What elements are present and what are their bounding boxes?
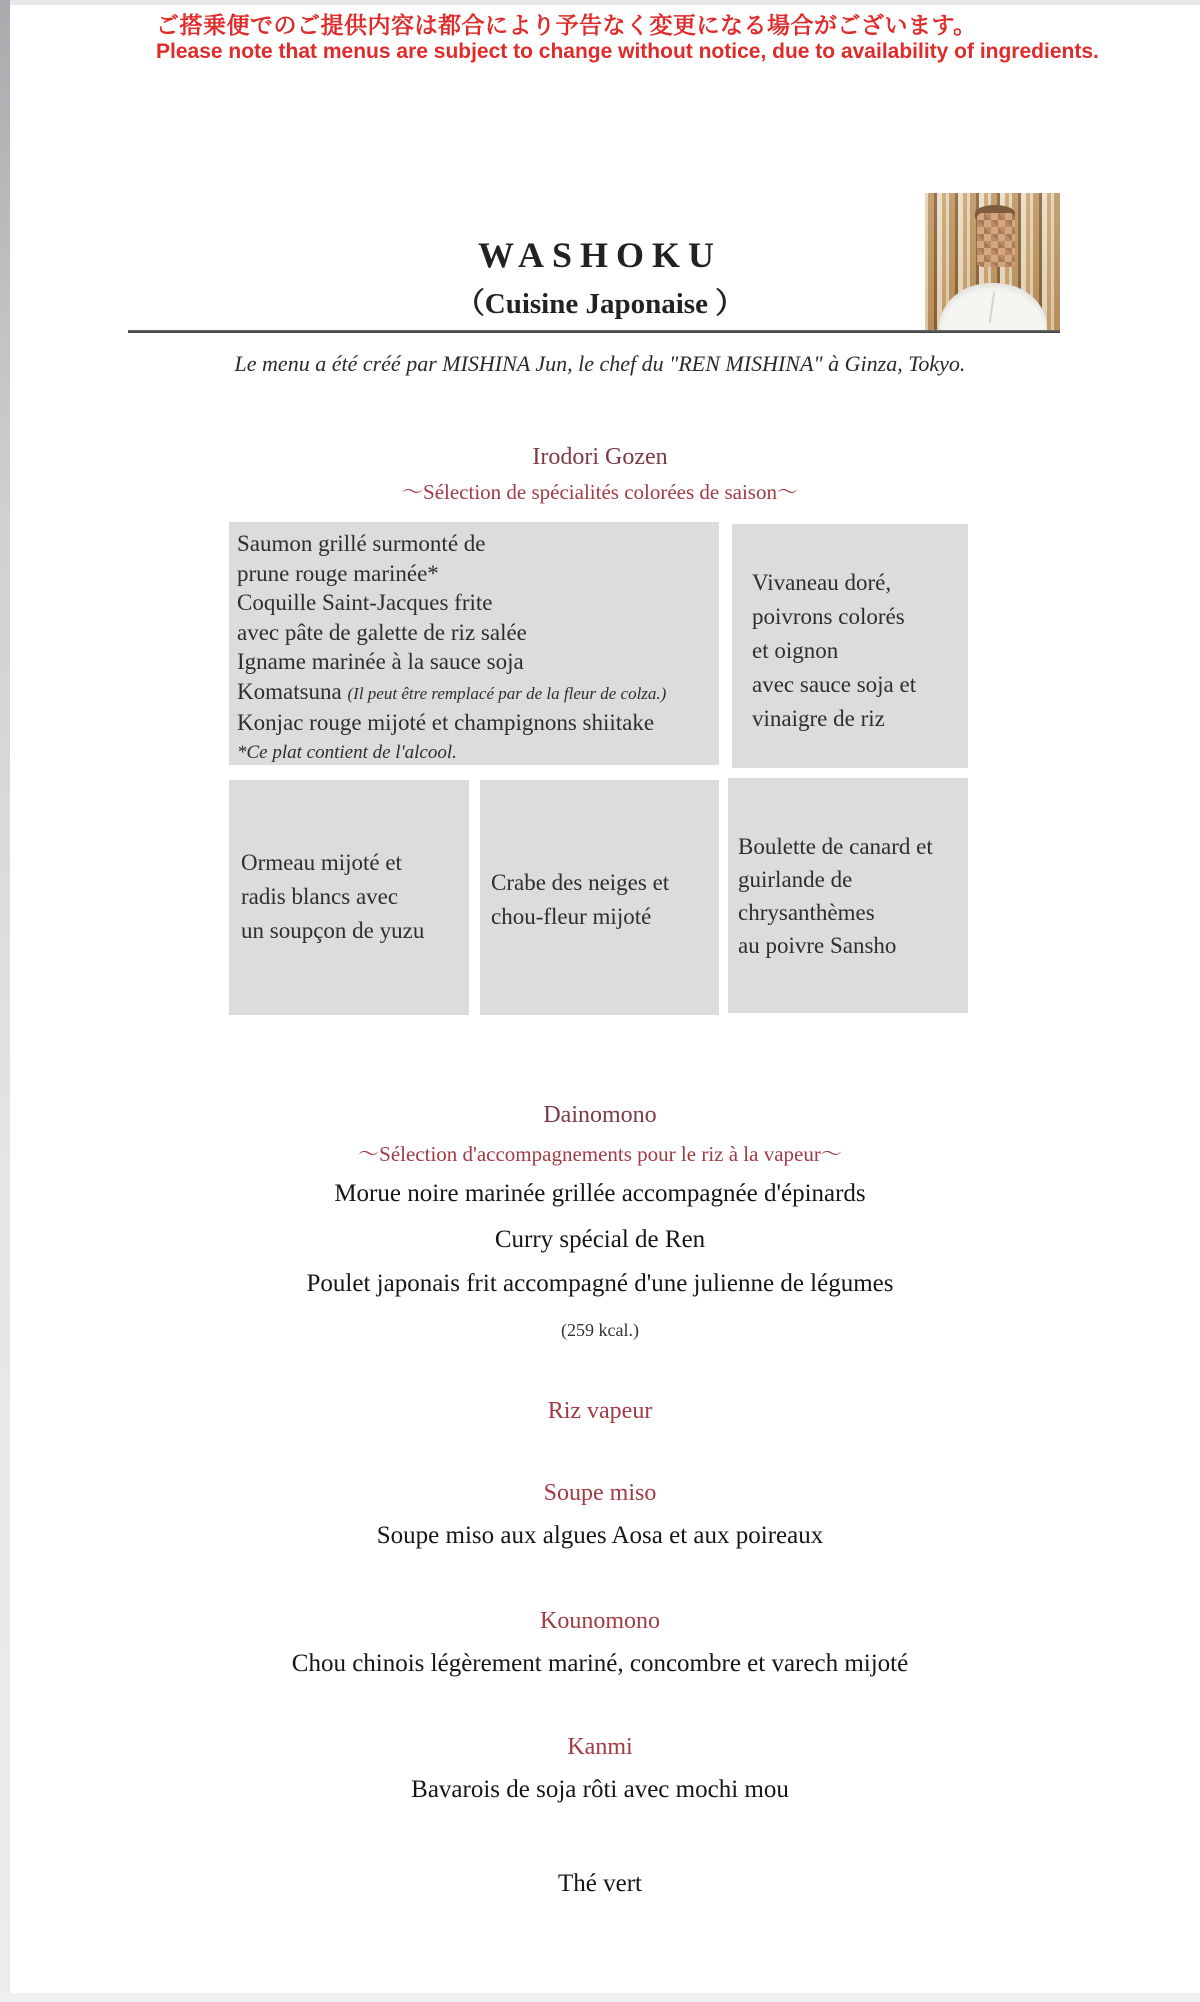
dish-line: Boulette de canard et [738, 834, 933, 859]
dish-line: Konjac rouge mijoté et champignons shiitake [237, 710, 655, 735]
dish-box-ormeau [229, 780, 469, 1015]
chef-photo [925, 193, 1060, 331]
section-title-kanmi: Kanmi [567, 1734, 633, 1760]
dish-line: avec sauce soja et [752, 672, 917, 697]
menu-title: WASHOKU [477, 235, 723, 275]
change-notice-japanese: ご搭乗便でのご提供内容は都合により予告なく変更になる場合がございます。 [156, 12, 977, 38]
dish-line: chou-fleur mijoté [491, 904, 652, 929]
dish-line: au poivre Sansho [738, 933, 897, 958]
menu-subtitle: （Cuisine Japonaise ） [455, 288, 745, 320]
dish-line: chrysanthèmes [738, 900, 875, 925]
section-title-dainomono: Dainomono [543, 1102, 657, 1128]
header-divider [128, 330, 1060, 333]
dish-line-komatsuna [237, 677, 719, 709]
chef-credit-line: Le menu a été créé par MISHINA Jun, le chef du "REN MISHINA" à Ginza, Tokyo. [234, 351, 966, 376]
section-subtitle-dainomono: 〜Sélection d'accompagnements pour le riz à la vapeur〜 [358, 1142, 842, 1166]
section-subtitle-irodori-gozen: 〜Sélection de spécialités colorées de saison〜 [402, 480, 798, 504]
section-title-irodori-gozen: Irodori Gozen [532, 444, 668, 470]
kounomono-item: Chou chinois légèrement mariné, concombre et varech mijoté [291, 1650, 909, 1677]
calorie-note: (259 kcal.) [561, 1320, 639, 1340]
kanmi-item: Bavarois de soja rôti avec mochi mou [411, 1776, 789, 1803]
dish-line: Vivaneau doré, [752, 570, 892, 595]
viewer-bottom-edge [0, 1993, 1200, 2002]
dish-line: et oignon [752, 638, 839, 663]
soupe-miso-item: Soupe miso aux algues Aosa et aux poireaux [376, 1522, 824, 1549]
komatsuna-label: Komatsuna [237, 678, 342, 704]
dish-line: Saumon grillé surmonté de [237, 531, 486, 556]
change-notice-english: Please note that menus are subject to change without notice, due to availability of ingredients. [156, 40, 1099, 63]
dish-line: guirlande de [738, 867, 853, 892]
alcohol-footnote: *Ce plat contient de l'alcool. [237, 741, 457, 763]
dish-line: Crabe des neiges et [491, 870, 670, 895]
section-title-kounomono: Kounomono [540, 1608, 660, 1634]
dish-box-saumon [229, 522, 719, 765]
dish-line: un soupçon de yuzu [241, 918, 425, 943]
dish-line: poivrons colorés [752, 604, 905, 629]
dish-line: Igname marinée à la sauce soja [237, 649, 524, 674]
dish-line: avec pâte de galette de riz salée [237, 619, 527, 645]
komatsuna-substitution-note: (Il peut être remplacé par de la fleur de colza.) [347, 683, 667, 703]
dainomono-item-poulet: Poulet japonais frit accompagné d'une julienne de légumes [306, 1270, 894, 1297]
section-title-soupe-miso: Soupe miso [543, 1480, 657, 1506]
dish-line: prune rouge marinée* [237, 560, 439, 586]
chef-face-pixelated [977, 213, 1015, 267]
dish-box-crabe [480, 780, 719, 1015]
dish-box-vivaneau [732, 524, 968, 768]
dish-box-boulette [728, 778, 968, 1013]
change-notice [156, 12, 1099, 65]
dainomono-item-morue: Morue noire marinée grillée accompagnée d'épinards [334, 1180, 866, 1207]
dish-line: vinaigre de riz [752, 706, 885, 731]
green-tea-item: Thé vert [558, 1870, 642, 1897]
dish-line: Coquille Saint-Jacques frite [237, 590, 493, 615]
dish-line: radis blancs avec [241, 884, 399, 909]
section-title-riz-vapeur: Riz vapeur [547, 1398, 653, 1424]
dainomono-item-curry: Curry spécial de Ren [494, 1226, 706, 1253]
viewer-top-edge [0, 0, 1200, 5]
dish-line: Ormeau mijoté et [241, 850, 402, 875]
